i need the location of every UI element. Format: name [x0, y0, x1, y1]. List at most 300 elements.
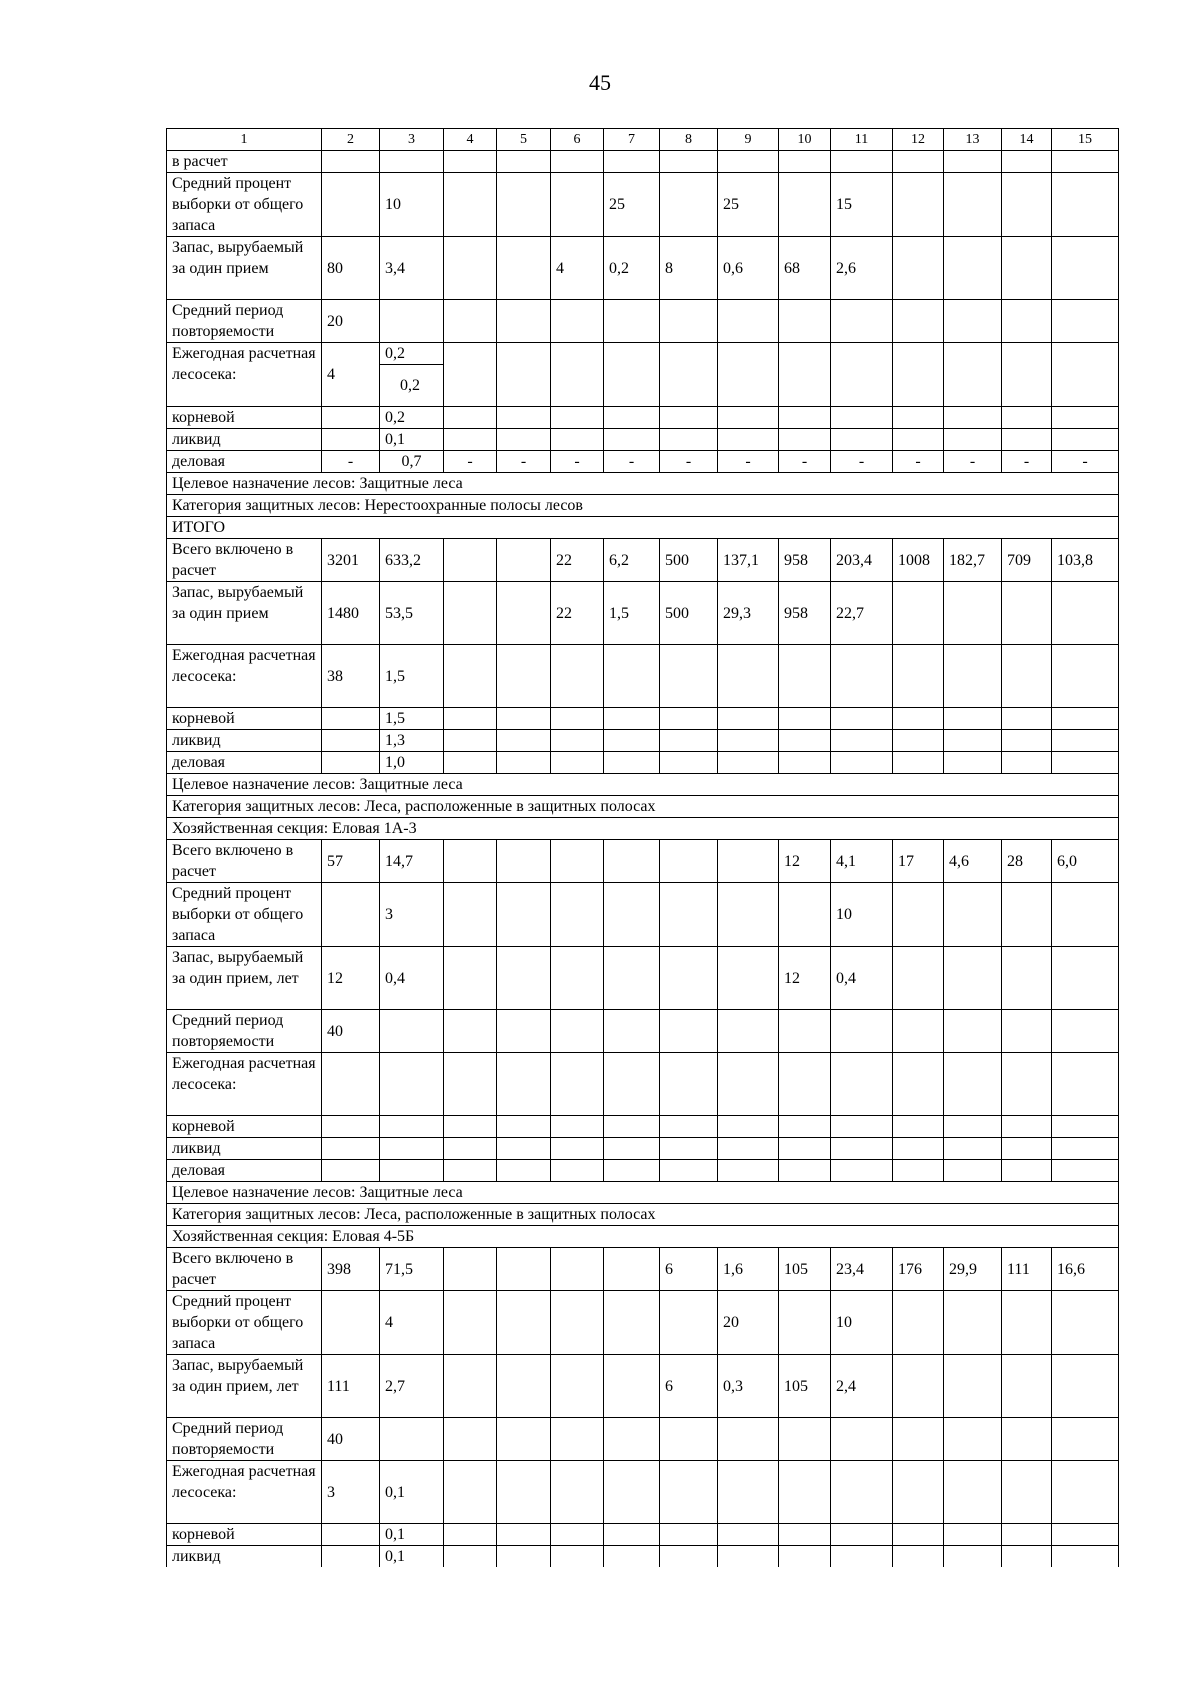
section-heading: Категория защитных лесов: Леса, расположенные в защитных полосах — [167, 1204, 1119, 1226]
table-cell — [497, 883, 551, 947]
column-number-cell: 10 — [779, 129, 831, 151]
table-cell — [893, 947, 944, 1010]
table-cell — [604, 1546, 660, 1568]
table-cell — [604, 840, 660, 883]
table-cell — [1052, 429, 1119, 451]
table-cell — [779, 151, 831, 173]
table-cell — [1052, 1524, 1119, 1546]
section-heading-row — [167, 1204, 1119, 1226]
table-cell — [1002, 407, 1052, 429]
table-cell — [497, 1138, 551, 1160]
table-cell: 0,2 — [604, 237, 660, 300]
table-cell — [497, 947, 551, 1010]
column-number-cell: 7 — [604, 129, 660, 151]
table-cell — [660, 730, 718, 752]
table-cell — [1052, 1138, 1119, 1160]
table-cell — [779, 1418, 831, 1461]
table-cell: 4,1 — [831, 840, 893, 883]
table-cell — [444, 1524, 497, 1546]
table-cell — [604, 730, 660, 752]
table-cell — [551, 1160, 604, 1182]
table-cell — [831, 343, 893, 407]
table-cell — [893, 237, 944, 300]
table-cell — [444, 429, 497, 451]
column-number-cell: 3 — [380, 129, 444, 151]
table-cell — [322, 1160, 380, 1182]
table-cell — [444, 582, 497, 645]
table-cell — [893, 1053, 944, 1116]
table-cell — [551, 343, 604, 407]
table-row — [167, 1160, 1119, 1182]
table-cell — [444, 1355, 497, 1418]
table-cell: 10 — [831, 883, 893, 947]
table-cell — [718, 730, 779, 752]
table-cell — [551, 300, 604, 343]
table-cell — [551, 151, 604, 173]
row-label: корневой — [167, 1524, 322, 1546]
column-numbers-row — [167, 129, 1119, 151]
table-cell — [660, 407, 718, 429]
table-cell — [660, 1418, 718, 1461]
table-cell — [1002, 173, 1052, 237]
table-cell: - — [660, 451, 718, 473]
column-number-cell: 12 — [893, 129, 944, 151]
table-cell — [779, 708, 831, 730]
table-cell — [604, 1524, 660, 1546]
table-cell — [444, 407, 497, 429]
table-cell — [779, 1546, 831, 1568]
table-cell: - — [497, 451, 551, 473]
table-cell — [1052, 1291, 1119, 1355]
table-cell — [944, 1546, 1002, 1568]
table-cell — [1002, 1461, 1052, 1524]
table-cell — [1002, 1418, 1052, 1461]
row-label: Всего включено в расчет — [167, 1248, 322, 1291]
table-cell — [779, 1291, 831, 1355]
table-cell — [718, 429, 779, 451]
table-cell — [1052, 883, 1119, 947]
column-number-cell: 8 — [660, 129, 718, 151]
table-cell — [779, 645, 831, 708]
table-cell — [497, 1116, 551, 1138]
table-cell — [1052, 300, 1119, 343]
table-cell — [893, 1010, 944, 1053]
row-label: корневой — [167, 407, 322, 429]
table-cell — [497, 300, 551, 343]
table-row — [167, 947, 1119, 1010]
table-cell — [1052, 1116, 1119, 1138]
table-cell: 103,8 — [1052, 539, 1119, 582]
section-heading: Категория защитных лесов: Нерестоохранные полосы лесов — [167, 495, 1119, 517]
table-cell — [779, 752, 831, 774]
row-label: Запас, вырубаемый за один прием — [167, 582, 322, 645]
table-cell — [604, 343, 660, 407]
row-label: Средний процент выборки от общего запаса — [167, 1291, 322, 1355]
table-cell — [604, 1248, 660, 1291]
table-cell — [322, 151, 380, 173]
table-cell — [893, 708, 944, 730]
table-cell — [444, 1160, 497, 1182]
table-cell — [718, 1546, 779, 1568]
table-cell — [1052, 645, 1119, 708]
table-cell — [893, 1116, 944, 1138]
table-cell: 105 — [779, 1355, 831, 1418]
table-cell — [497, 1291, 551, 1355]
table-cell — [944, 1010, 1002, 1053]
table-cell — [444, 1291, 497, 1355]
table-cell — [1002, 1053, 1052, 1116]
table-cell — [604, 1053, 660, 1116]
table-cell — [944, 752, 1002, 774]
table-cell — [660, 300, 718, 343]
table-cell — [322, 708, 380, 730]
row-label: Средний процент выборки от общего запаса — [167, 173, 322, 237]
table-row — [167, 1291, 1119, 1355]
table-cell — [604, 1160, 660, 1182]
table-cell: - — [779, 451, 831, 473]
table-cell — [497, 1524, 551, 1546]
table-cell: 3,4 — [380, 237, 444, 300]
row-label: Ежегодная расчетная лесосека: — [167, 1461, 322, 1524]
table-row — [167, 1010, 1119, 1053]
table-cell — [444, 947, 497, 1010]
table-cell — [380, 1418, 444, 1461]
table-cell — [604, 1355, 660, 1418]
table-cell — [944, 1524, 1002, 1546]
table-cell: 1480 — [322, 582, 380, 645]
table-cell — [497, 539, 551, 582]
table-cell: 6 — [660, 1248, 718, 1291]
table-cell: - — [551, 451, 604, 473]
table-cell — [944, 1160, 1002, 1182]
table-cell — [893, 1138, 944, 1160]
table-cell — [660, 1524, 718, 1546]
row-label: Всего включено в расчет — [167, 840, 322, 883]
table-cell — [1002, 151, 1052, 173]
table-cell: 12 — [779, 840, 831, 883]
table-cell: 57 — [322, 840, 380, 883]
table-cell — [718, 708, 779, 730]
table-cell: - — [604, 451, 660, 473]
table-cell: 20 — [322, 300, 380, 343]
table-cell — [831, 151, 893, 173]
table-cell — [660, 840, 718, 883]
table-cell — [551, 708, 604, 730]
table-cell: 28 — [1002, 840, 1052, 883]
table-cell: 22,7 — [831, 582, 893, 645]
table-cell: 2,7 — [380, 1355, 444, 1418]
table-cell — [444, 645, 497, 708]
table-cell — [944, 237, 1002, 300]
table-cell: 12 — [322, 947, 380, 1010]
table-cell — [1002, 343, 1052, 407]
table-cell — [660, 645, 718, 708]
table-cell — [831, 1524, 893, 1546]
table-cell — [718, 1138, 779, 1160]
table-cell: 111 — [1002, 1248, 1052, 1291]
table-cell — [604, 708, 660, 730]
table-cell — [1002, 1546, 1052, 1568]
table-cell — [551, 1291, 604, 1355]
table-cell — [551, 173, 604, 237]
row-label: в расчет — [167, 151, 322, 173]
table-cell: 1008 — [893, 539, 944, 582]
table-cell — [660, 1053, 718, 1116]
table-cell — [551, 883, 604, 947]
table-cell: 22 — [551, 539, 604, 582]
table-cell — [718, 300, 779, 343]
table-cell — [497, 407, 551, 429]
table-cell — [660, 173, 718, 237]
table-cell — [893, 173, 944, 237]
table-cell — [551, 1461, 604, 1524]
row-label: ликвид — [167, 1546, 322, 1568]
table-cell — [893, 1461, 944, 1524]
table-cell — [497, 1010, 551, 1053]
table-cell — [444, 300, 497, 343]
table-cell: 16,6 — [1052, 1248, 1119, 1291]
row-label: Средний период повторяемости — [167, 300, 322, 343]
table-cell — [1002, 1291, 1052, 1355]
section-heading-row — [167, 495, 1119, 517]
table-cell — [718, 407, 779, 429]
table-cell: 500 — [660, 582, 718, 645]
table-cell — [322, 730, 380, 752]
table-cell — [831, 1138, 893, 1160]
row-label: ликвид — [167, 429, 322, 451]
table-cell — [718, 752, 779, 774]
section-heading-row — [167, 1226, 1119, 1248]
table-cell — [1052, 1546, 1119, 1568]
table-cell — [893, 407, 944, 429]
table-cell: 23,4 — [831, 1248, 893, 1291]
table-cell: 137,1 — [718, 539, 779, 582]
table-row — [167, 840, 1119, 883]
table-cell: 0,2 — [380, 343, 444, 365]
table-cell: 0,6 — [718, 237, 779, 300]
table-row — [167, 539, 1119, 582]
table-row — [167, 1138, 1119, 1160]
table-cell: 6 — [660, 1355, 718, 1418]
column-number-cell: 14 — [1002, 129, 1052, 151]
table-cell — [322, 752, 380, 774]
table-cell — [660, 1461, 718, 1524]
table-cell: 0,4 — [831, 947, 893, 1010]
table-cell — [1002, 645, 1052, 708]
table-cell — [1052, 173, 1119, 237]
table-cell — [497, 173, 551, 237]
table-cell — [893, 752, 944, 774]
table-cell — [944, 645, 1002, 708]
table-cell — [831, 407, 893, 429]
table-cell — [1002, 429, 1052, 451]
section-heading-row — [167, 774, 1119, 796]
table-cell — [1002, 237, 1052, 300]
table-row — [167, 1248, 1119, 1291]
table-cell: 398 — [322, 1248, 380, 1291]
table-cell — [660, 343, 718, 407]
table-cell — [779, 1138, 831, 1160]
table-cell: 1,6 — [718, 1248, 779, 1291]
table-cell: - — [444, 451, 497, 473]
table-cell — [831, 1418, 893, 1461]
table-cell — [718, 883, 779, 947]
table-cell — [893, 1291, 944, 1355]
table-cell — [1052, 730, 1119, 752]
table-row — [167, 407, 1119, 429]
row-label: Запас, вырубаемый за один прием, лет — [167, 947, 322, 1010]
table-cell: 53,5 — [380, 582, 444, 645]
table-cell — [944, 947, 1002, 1010]
table-cell — [444, 1010, 497, 1053]
table-cell — [1002, 730, 1052, 752]
table-cell — [831, 429, 893, 451]
table-cell — [497, 1461, 551, 1524]
table-cell — [497, 1053, 551, 1116]
row-label: Запас, вырубаемый за один прием — [167, 237, 322, 300]
table-cell: 71,5 — [380, 1248, 444, 1291]
row-label: Средний период повторяемости — [167, 1010, 322, 1053]
table-cell — [893, 645, 944, 708]
table-cell: 6,2 — [604, 539, 660, 582]
table-cell — [1002, 708, 1052, 730]
forest-calculation-table — [166, 128, 1119, 1567]
column-number-cell: 9 — [718, 129, 779, 151]
table-cell: 22 — [551, 582, 604, 645]
table-cell — [718, 1524, 779, 1546]
table-cell — [944, 151, 1002, 173]
table-cell — [497, 237, 551, 300]
table-cell — [551, 1546, 604, 1568]
table-cell: 29,9 — [944, 1248, 1002, 1291]
table-cell — [718, 1418, 779, 1461]
table-cell — [604, 1010, 660, 1053]
table-cell — [718, 1053, 779, 1116]
row-label: Запас, вырубаемый за один прием, лет — [167, 1355, 322, 1418]
table-cell — [1002, 947, 1052, 1010]
table-cell: 958 — [779, 539, 831, 582]
table-cell — [497, 1248, 551, 1291]
table-cell — [1052, 582, 1119, 645]
table-cell: 4 — [551, 237, 604, 300]
table-cell — [551, 645, 604, 708]
table-cell — [322, 1116, 380, 1138]
table-cell — [1002, 1138, 1052, 1160]
table-cell — [831, 300, 893, 343]
table-cell — [444, 1248, 497, 1291]
section-heading-row — [167, 517, 1119, 539]
table-cell — [497, 708, 551, 730]
table-cell: 1,0 — [380, 752, 444, 774]
table-cell: 3 — [380, 883, 444, 947]
table-row — [167, 1418, 1119, 1461]
table-cell — [660, 708, 718, 730]
table-cell — [380, 1053, 444, 1116]
table-cell — [893, 883, 944, 947]
table-cell — [322, 1546, 380, 1568]
table-cell — [497, 1355, 551, 1418]
table-cell: 25 — [604, 173, 660, 237]
table-cell: - — [893, 451, 944, 473]
row-label: корневой — [167, 708, 322, 730]
table-cell — [444, 237, 497, 300]
table-row — [167, 300, 1119, 343]
table-cell: 958 — [779, 582, 831, 645]
table-cell — [551, 1355, 604, 1418]
row-label: ликвид — [167, 730, 322, 752]
table-cell — [604, 883, 660, 947]
table-cell — [831, 1461, 893, 1524]
table-cell — [944, 429, 1002, 451]
row-label: Ежегодная расчетная лесосека: — [167, 645, 322, 708]
table-row — [167, 1524, 1119, 1546]
table-cell: 0,1 — [380, 1546, 444, 1568]
table-cell — [1002, 582, 1052, 645]
table-row — [167, 1053, 1119, 1116]
table-cell — [660, 947, 718, 1010]
table-cell — [604, 1461, 660, 1524]
table-cell: 0,2 — [380, 407, 444, 429]
section-heading: Хозяйственная секция: Еловая 1А-3 — [167, 818, 1119, 840]
table-cell — [718, 947, 779, 1010]
table-cell — [444, 151, 497, 173]
table-cell — [660, 1138, 718, 1160]
table-cell: 40 — [322, 1418, 380, 1461]
table-cell — [497, 582, 551, 645]
table-cell — [944, 1461, 1002, 1524]
table-cell — [497, 1418, 551, 1461]
table-cell — [551, 840, 604, 883]
table-cell — [831, 1116, 893, 1138]
table-cell — [380, 1010, 444, 1053]
table-cell — [779, 429, 831, 451]
column-number-cell: 6 — [551, 129, 604, 151]
column-number-cell: 13 — [944, 129, 1002, 151]
table-cell — [380, 151, 444, 173]
table-row — [167, 708, 1119, 730]
table-cell — [1002, 300, 1052, 343]
table-cell — [718, 343, 779, 407]
table-cell: 1,5 — [380, 708, 444, 730]
table-cell — [779, 1053, 831, 1116]
table-cell — [380, 1160, 444, 1182]
table-cell — [779, 730, 831, 752]
table-cell: 1,5 — [604, 582, 660, 645]
table-cell: 10 — [831, 1291, 893, 1355]
table-cell — [604, 645, 660, 708]
column-number-cell: 1 — [167, 129, 322, 151]
row-label: корневой — [167, 1116, 322, 1138]
table-cell: 10 — [380, 173, 444, 237]
table-cell: 1,5 — [380, 645, 444, 708]
table-cell — [893, 1355, 944, 1418]
table-cell: 111 — [322, 1355, 380, 1418]
table-cell — [660, 1010, 718, 1053]
table-row — [167, 151, 1119, 173]
table-cell — [1052, 1355, 1119, 1418]
table-cell: 12 — [779, 947, 831, 1010]
table-cell: 105 — [779, 1248, 831, 1291]
table-cell: 0,7 — [380, 451, 444, 473]
table-cell — [831, 645, 893, 708]
table-cell — [944, 300, 1002, 343]
table-cell — [444, 1053, 497, 1116]
row-label: Средний период повторяемости — [167, 1418, 322, 1461]
table-cell — [497, 840, 551, 883]
table-cell — [604, 1291, 660, 1355]
table-cell — [660, 429, 718, 451]
table-row — [167, 752, 1119, 774]
